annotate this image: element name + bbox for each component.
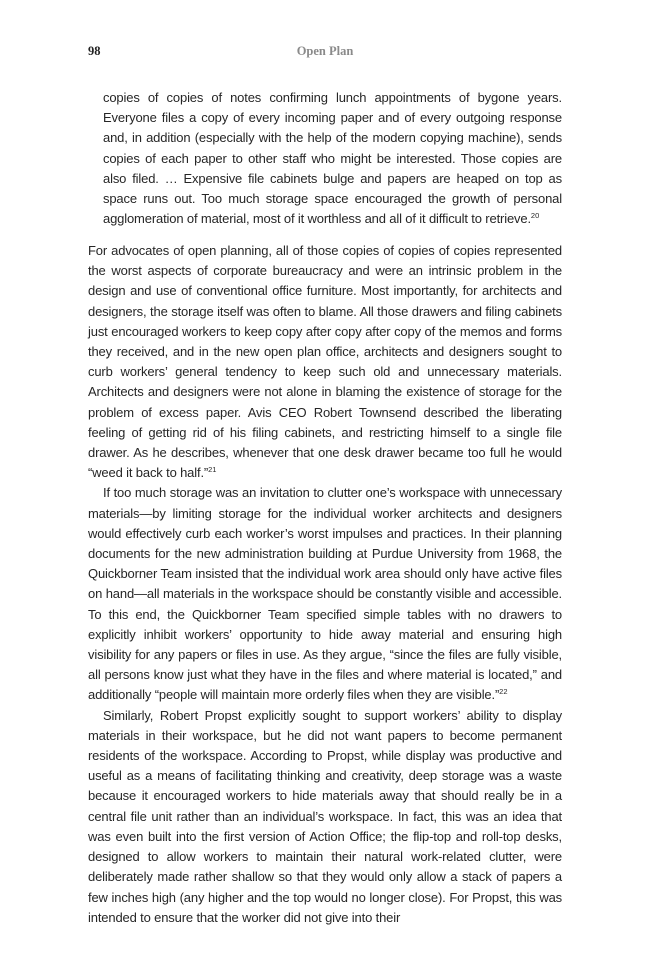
paragraph-1: For advocates of open planning, all of those copies of copies of copies represented the worst aspects of corporate bureaucracy and were an intrinsic problem in the design and use of conventional office furniture. Most importantly, for architects and designers, the storage itself was often to blame. All those drawers and filing cabinets just encouraged workers to keep copy after copy after copy of the memos and forms they received, and in the new open plan office, architects and designers sought to curb workers’ general tendency to keep such old and unnecessary materials. Architects and designers were not alone in blaming the existence of storage for the problem of excess paper. Avis CEO Robert Townsend described the liberating feeling of getting rid of his filing cabinets, and restricting himself to a single file drawer. As he describes, whenever that one desk drawer became too full he would “weed it back to half.”$^{21}$ [88,243,562,481]
running-title: Open Plan [296,44,354,58]
body-text [88,241,562,928]
footnote-ref-21[interactable]: 21 [208,465,217,475]
footnote-ref-22[interactable]: 22 [499,687,508,697]
running-head [88,44,562,60]
footnote-ref-20[interactable]: 20 [530,211,540,221]
paragraph-2: If too much storage was an invitation to clutter one’s workspace with unnecessary materials—by limiting storage for the individual worker architects and designers would effectively curb each worker’s worst impulses and practices. In their planning documents for the new administration building at Purdue University from 1968, the Quickborner Team insisted that the individual work area should only have active files on hand—all materials in the workspace should be constantly visible and accessible. To this end, the Quickborner Team specified simple tables with no drawers to explicitly inhibit workers’ opportunity to hide away material and ensuring high visibility for any papers or files in use. As they argue, “since the files are fully visible, all persons know just what they have in the files and where material is located,” and additionally “people will maintain more orderly files when they are visible.”$^{22}$ [88,485,562,703]
paragraph-3: Similarly, Robert Propst explicitly sought to support workers’ ability to display materials in their workspace, but he did not want papers to become permanent residents of the workspace. According to Propst, while display was productive and useful as a means of facilitating thinking and creativity, deep storage was a waste because it encouraged workers to hide materials away that should really be in a central file unit rather than an individual’s workspace. In fact, this was an idea that was even built into the first version of Action Office; the flip-top and roll-top desks, designed to allow workers to maintain their natural work-related clutter, were deliberately made rather shallow so that they would only allow a stack of papers a few inches high (any higher and the top would no longer close). For Propst, this was intended to ensure that the worker did not give into their [88,707,562,925]
block-quote-text: copies of copies of notes confirming lunch appointments of bygone years. Everyone files a copy of every incoming paper and of every outgoing response and, in addition (especially with the help of the modern copying machine), sends copies of each paper to other staff who might be interested. Those copies are also filed. … Expensive file cabinets bulge and papers are heaped on top as space runs out. Too much storage space encouraged the growth of personal agglomeration of material, most of it worthless and all of it difficult to retrieve.$^{20}$ [103,90,562,227]
block-quote [103,88,562,229]
page-number: 98 [88,44,101,58]
